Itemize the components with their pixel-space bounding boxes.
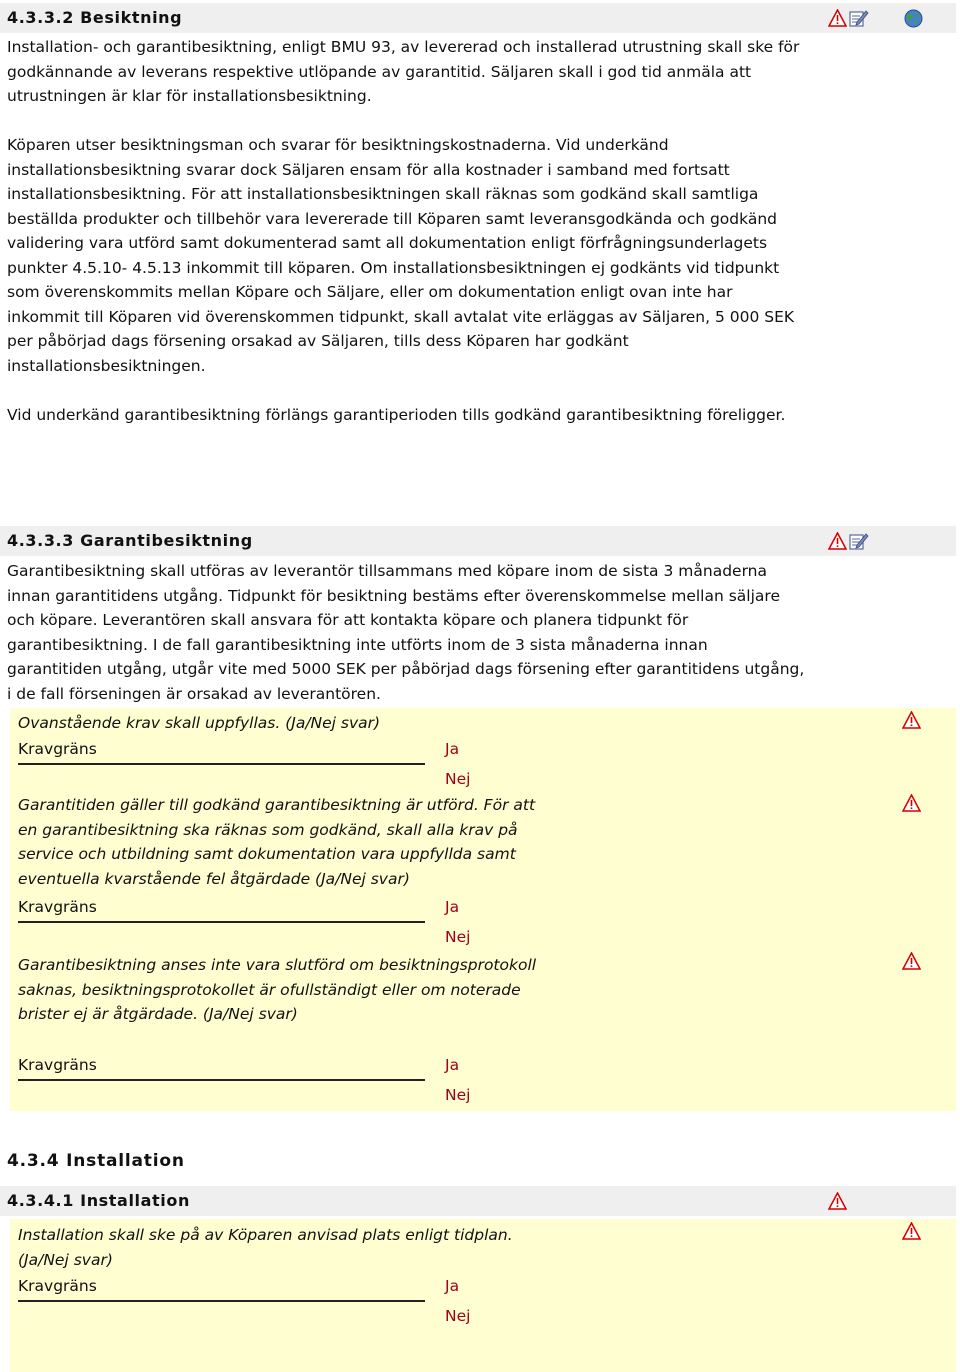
- warning-icon[interactable]: [828, 532, 847, 550]
- answer-no-option[interactable]: Nej: [445, 1307, 471, 1325]
- kravgrans-label: Kravgräns: [18, 898, 97, 916]
- warning-icon[interactable]: [902, 711, 921, 729]
- section-header-besiktning: [0, 3, 956, 33]
- answer-no-option[interactable]: Nej: [445, 1086, 471, 1104]
- warning-icon[interactable]: [902, 1222, 921, 1240]
- kravgrans-line: [18, 921, 425, 923]
- requirement-text: Ovanstående krav skall uppfyllas. (Ja/Nej svar): [18, 714, 381, 732]
- section-title: 4.3.3.2 Besiktning: [7, 8, 183, 27]
- requirements-box: [10, 1219, 956, 1372]
- kravgrans-label: Kravgräns: [18, 1277, 97, 1295]
- paragraph-installation-inspection: Köparen utser besiktningsman och svarar för besiktningskostnaderna. Vid underkänd installationsbesiktning svarar dock Säljaren ensam för alla kostnader i samband med fortsatt installationsbesiktning. För att installationsbesiktningen skall räknas som godkänd skall samtliga beställda produkter och tillbehör vara levererade till Köparen samt leveransgodkända och godkänd validering vara utförd samt dokumenterad samt all dokumentation enligt förfrågningsunderlagets punkter 4.5.10- 4.5.13 inkommit till köparen. Om installationsbesiktningen ej godkänts vid tidpunkt som överenskommits mellan Köpare och Säljare, eller om dokumentation enligt ovan inte har inkommit till Köparen vid överenskommen tidpunkt, skall avtalat vite erläggas av Säljaren, 5 000 SEK per påbörjad dags försening orsakad av Säljaren, tills dess Köparen har godkänt installationsbesiktningen.: [7, 136, 795, 375]
- requirements-box: [10, 708, 956, 1111]
- kravgrans-line: [18, 1300, 425, 1302]
- warning-icon[interactable]: [828, 9, 847, 27]
- section-header-installation: [0, 1186, 956, 1216]
- answer-yes-option[interactable]: Ja: [445, 898, 460, 916]
- paragraph-garantibesiktning: Garantibesiktning skall utföras av leverantör tillsammans med köpare inom de sista 3 månaderna innan garantitidens utgång. Tidpunkt för besiktning bestäms efter överenskommelse mellan säljare och köpare. Leverantören skall ansvara för att kontakta köpare och planera tidpunkt för garantibesiktning. I de fall garantibesiktning inte utförts inom de 3 sista månaderna innan garantitiden utgång, utgår vite med 5000 SEK per påbörjad dags försening efter garantitidens utgång, i de fall förseningen är orsakad av leverantören.: [7, 562, 805, 703]
- requirement-text: Garantitiden gäller till godkänd garantibesiktning är utförd. För att en garantibesiktning ska räknas som godkänd, skall alla krav på service och utbildning samt dokumentation vara uppfyllda samt eventuella kvarstående fel åtgärdade (Ja/Nej svar): [18, 796, 536, 888]
- warning-icon[interactable]: [902, 794, 921, 812]
- kravgrans-label: Kravgräns: [18, 1056, 97, 1074]
- section-header-garantibesiktning: [0, 526, 956, 556]
- paragraph-warranty-extension: Vid underkänd garantibesiktning förlängs garantiperioden tills godkänd garantibesiktning föreligger.: [7, 406, 786, 424]
- warning-icon[interactable]: [828, 1192, 847, 1210]
- answer-no-option[interactable]: Nej: [445, 770, 471, 788]
- globe-icon[interactable]: [904, 9, 923, 28]
- answer-yes-option[interactable]: Ja: [445, 1056, 460, 1074]
- kravgrans-line: [18, 1079, 425, 1081]
- kravgrans-line: [18, 763, 425, 765]
- edit-icon[interactable]: [849, 532, 869, 550]
- section-title: 4.3.4.1 Installation: [7, 1191, 190, 1210]
- heading-installation: 4.3.4 Installation: [7, 1151, 185, 1171]
- kravgrans-label: Kravgräns: [18, 740, 97, 758]
- warning-icon[interactable]: [902, 952, 921, 970]
- requirement-text: Garantibesiktning anses inte vara slutförd om besiktningsprotokoll saknas, besiktningsprotokollet är ofullständigt eller om noterade brister ej är åtgärdade. (Ja/Nej svar): [18, 956, 537, 1023]
- answer-yes-option[interactable]: Ja: [445, 1277, 460, 1295]
- answer-no-option[interactable]: Nej: [445, 928, 471, 946]
- section-title: 4.3.3.3 Garantibesiktning: [7, 531, 253, 550]
- requirement-text: Installation skall ske på av Köparen anvisad plats enligt tidplan. (Ja/Nej svar): [18, 1226, 513, 1269]
- paragraph-intro: Installation- och garantibesiktning, enligt BMU 93, av levererad och installerad utrustning skall ske för godkännande av leverans respektive utlöpande av garantitid. Säljaren skall i god tid anmäla att utrustningen är klar för installationsbesiktning.: [7, 38, 800, 105]
- answer-yes-option[interactable]: Ja: [445, 740, 460, 758]
- edit-icon[interactable]: [849, 9, 869, 27]
